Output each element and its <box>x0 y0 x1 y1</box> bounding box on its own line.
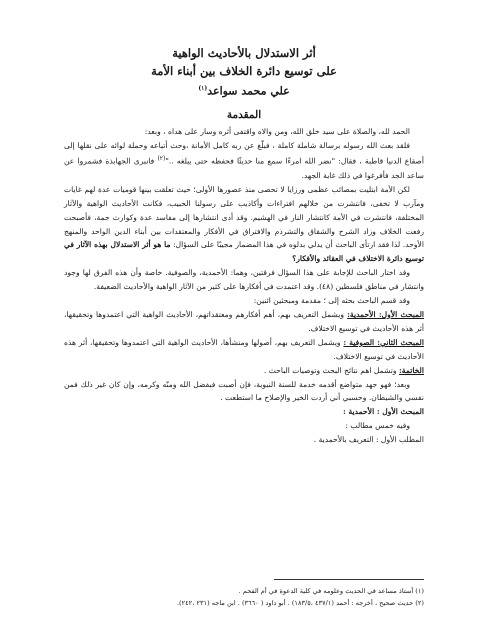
conclusion-text: وتشمل اهم نتائج البحث وتوصيات الباحث . <box>263 365 399 375</box>
footnote-divider <box>274 579 424 580</box>
author-footnote-marker: (١) <box>198 85 208 92</box>
paragraph-structure: وقد قسم الباحث بحثه إلى ؛ مقدمة ومبحثين اثنين: <box>253 296 410 306</box>
hadith-footnote-marker: (٢) <box>157 155 166 163</box>
paragraph-problem-text: لكن الأمة ابتليت بمصائب عظمى ورزايا لا تحصى منذ عصورها الأولى؛ حيث تعلقت بينها قوميات عدة لهم غايات ومآرب لا تخفى، فانتشرت من خلالهم افتراءات وأكاذيب على رسولنا الحبيب، فكانت الأحاديث الواهية والآثار المختلفة، فانتشرت في الأمة كانتشار النار في الهشيم. وقد أدى انتشارها إلى مفاسد عدة وكوارث جمة، فأصبحت رفعت الخلاف وزاد الشرح والشقاق والتشرذم والافتراق في الأفكار والمعتقدات بين أبناء الدين الواحد والمنهج الأوحد. لذا فقد ارتأى الباحث أن يدلي بدلوه في هذا المضمار مجيبًا على السؤال: <box>64 184 424 250</box>
footnote-1: (١) أستاذ مساعد في الحديث وعلومه في كلية الدعوة في أم الفحم . <box>238 587 424 595</box>
footnotes <box>64 585 424 609</box>
body-text <box>64 125 424 447</box>
paper-title-line-2: على توسيع دائرة الخلاف بين أبناء الأمة <box>151 64 337 78</box>
section-one-text: ويشمل التعريف بهم، أهم أفكارهم ومعتقداتهم، الأحاديث الواهية التي اعتمدوها وتحقيقها، أثر هذه الأحاديث في توسيع الاختلاف. <box>64 309 424 333</box>
paragraph-opening: الحمد لله، والصلاة على سيد خلق الله، ومن والاه واقتفى أثره وسار على هداه ، وبعد: <box>144 126 410 136</box>
section-two-heading: المبحث الثاني: الصوفية : <box>343 337 424 347</box>
paragraph-scope: وقد اختار الباحث للإجابة على هذا السؤال فرقتين، وهما: الأحمدية، والصوفية. خاصة وأن هذه الفرق لها وجود وانتشار في مناطق فلسطين (٤٨). وقد اعتمدت في أفكارها على كثير من الآثار الواهية والأحاديث الضعيفة. <box>64 268 424 292</box>
research-question: ما هو أثر الاستدلال بهذه الآثار في توسيع دائرة الاختلاف في العقائد والأفكار؟ <box>64 240 424 264</box>
paragraph-section-one <box>64 308 424 336</box>
conclusion-heading: الخاتمة: <box>398 365 424 375</box>
paragraph-conclusion <box>64 364 424 378</box>
paragraph-mission-end: فانبرى الجهابذة فشمروا عن ساعد الجد فأفرغوا في ذلك غاية الجهد. <box>64 157 424 180</box>
paragraph-closing: وبعد؛ فهو جهد متواضع أقدمه خدمة للسنة النبوية، فإن أصبت فبفضل الله ومنّه وكرمه، وإن كان غير ذلك فمن نفسي والشيطان. وحسبي أني أردت الخير والإصلاح ما استطعت . <box>64 379 424 403</box>
author-name: علي محمد سواعد <box>207 84 290 98</box>
paragraph-mission-text: فلقد بعث الله رسوله برسالة شاملة كاملة ، فبلّغ عن ربه كامل الأمانة ،وحث أتباعه وحملة لوائه على نقلها إلى أصقاع الدنيا قاطبة ، فقال: "نضر الله امرءًا سمع منا حديثًا فحفظه حتى يبلغه .." <box>64 140 424 166</box>
subsection-one-heading: المطلب الأول : التعريف بالأحمدية . <box>313 435 424 445</box>
chapter-one-heading: المبحث الأول : الأحمدية : <box>343 407 424 417</box>
paragraph-section-two <box>64 336 424 364</box>
footnote-2: (٢) حديث صحيح ، أخرجه : أحمد (٤٣٧/١ ،١٨٣/٥) . أبو داود ( ٣٦٦٠) . ابن ماجه (٢٣١ ،٢٤٢). <box>176 599 424 607</box>
author-line <box>64 80 424 101</box>
paragraph-problem <box>64 183 424 266</box>
paper-title-line-1: أثر الاستدلال بالأحاديث الواهية <box>172 46 316 60</box>
section-two-text: ويشمل التعريف بهم، أصولها ومنشأها، الأحاديث الواهية التي اعتمدوها وتحقيقها، أثر هذه الأحاديث في توسيع الاختلاف. <box>64 337 424 361</box>
section-one-heading: المبحث الأول: الأحمدية: <box>347 309 424 319</box>
chapter-one-intro: وفيه خمس مطالب : <box>345 421 410 431</box>
title-block <box>64 44 424 101</box>
paragraph-mission <box>64 139 424 183</box>
intro-heading: المقدمة <box>226 108 262 121</box>
